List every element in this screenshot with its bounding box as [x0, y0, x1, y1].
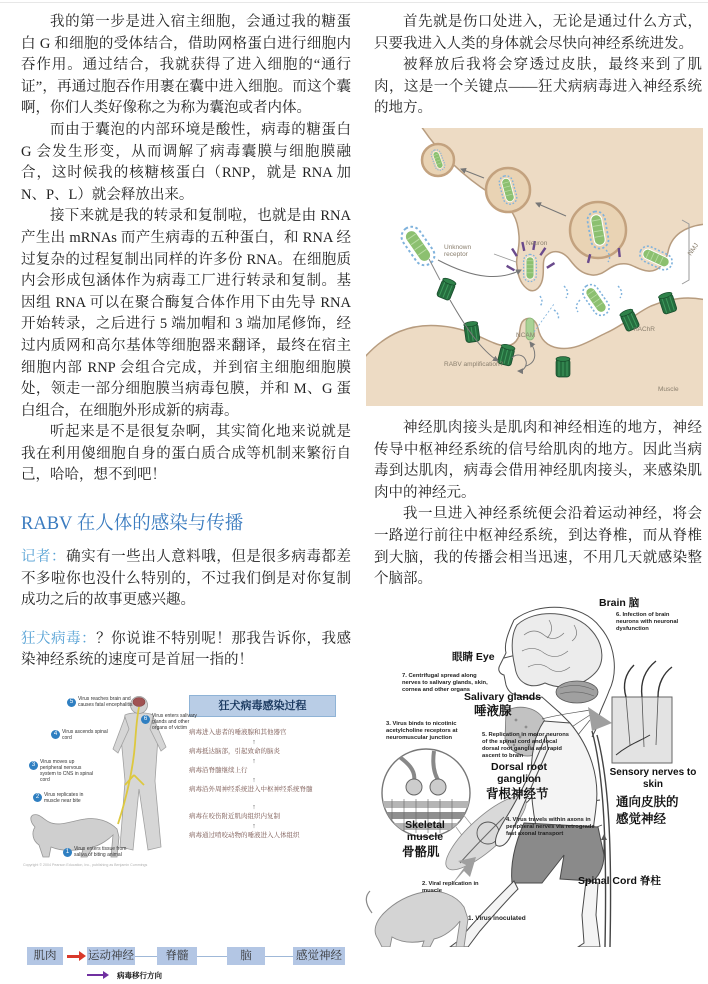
nmj-label: NMJ [686, 242, 701, 258]
arrow-to-skin [588, 707, 612, 731]
paragraph: 首先就是伤口处进入，无论是通过什么方式，只要我进入人类的身体就会尽快向神经系统进发。 [374, 14, 702, 52]
anatomy-step2: 2. Viral replication in muscle [422, 880, 479, 894]
figure-rabies-infection-process [21, 689, 351, 873]
step-badge: 2 [33, 793, 42, 802]
step-badge: 3 [29, 761, 38, 770]
paragraph: 我一旦进入神经系统便会沿着运动神经，将会一路逆行前往中枢神经系统，到达脊椎，而从脊椎到大脑，我的传播会相当迅速，不用几天就感染整个脑部。 [374, 506, 702, 588]
red-arrow-head [79, 951, 86, 961]
anatomy-step6: 6. Infection of brain neurons with neuronal dysfunction [616, 611, 679, 632]
anatomy-step3: 3. Virus binds to nicotinic acetylcholine receptors at neuromuscular junction [386, 720, 458, 741]
up-arrow: ↑ [252, 758, 256, 766]
zh-step: 病毒沿脊髓继续上行 [189, 767, 248, 775]
flow-connector [197, 956, 227, 958]
step-label: Virus moves up peripheral nervous system to CNS in spinal cord [40, 759, 94, 784]
step-label: Virus reaches brain and causes fatal encephalitis [78, 696, 133, 709]
speaker-label: 记者： [21, 549, 67, 566]
unknown-receptor-label: Unknown receptor [444, 243, 472, 259]
flow-box-motor-nerve: 运动神经 [87, 947, 135, 965]
step-label: Virus enters tissue from saliva of biting animal [74, 846, 127, 859]
dialog-virus [21, 629, 351, 672]
flow-legend: 病毒移行方向 [117, 971, 162, 980]
paragraph: 我的第一步是进入宿主细胞，会通过我的糖蛋白 G 和细胞的受体结合，借助网格蛋白进行细胞内吞作用。通过结合，我就获得了进入细胞的“通行证”，再通过胞吞作用裹在囊中进入细胞。而这个囊啊，你们人类好像称之为称为囊泡或者内体。 [21, 14, 351, 117]
step-badge: 6 [141, 715, 150, 724]
infection-flow-bar [15, 941, 355, 983]
flow-connector [135, 956, 157, 958]
flow-connector [265, 956, 293, 958]
flow-box-spinal-cord: 脊髓 [157, 947, 197, 965]
flow-box-muscle: 肌肉 [27, 947, 63, 965]
salivary-glands-label: Salivary glands [464, 690, 542, 703]
figure-copyright: Copyright © 2004 Pearson Education, Inc., publishing as Benjamin Cummings [23, 863, 148, 868]
step-badge: 1 [63, 848, 72, 857]
section-heading: RABV 在人体的感染与传播 [21, 514, 244, 535]
up-arrow: ↑ [252, 777, 256, 785]
neuron-body-art [421, 128, 703, 291]
zh-step: 病毒抵达脑部，引起致命的脑炎 [189, 748, 280, 756]
left-column [21, 12, 351, 873]
salivary-glands-zh-label: 唾液腺 [474, 703, 512, 718]
anatomy-step7: 7. Centrifugal spread along nerves to salivary glands, skin, cornea and other organs [402, 672, 488, 693]
zh-step: 病毒通过啃咬动物的唾液进入人体组织 [189, 832, 300, 840]
top-divider [0, 2, 708, 3]
dialog-text: 确实有一些出人意料哦，但是很多病毒都差不多啦你也没什么特别的，不过我们倒是对你复制成功之后的故事更感兴趣。 [21, 549, 352, 609]
step-badge: 5 [67, 698, 76, 707]
up-arrow: ↑ [252, 739, 256, 747]
dorsal-root-ganglion-label: Dorsal root ganglion [490, 760, 547, 785]
nachr-label: nAChR [634, 325, 655, 333]
paragraph: 接下来就是我的转录和复制啦，也就是由 RNA 产生出 mRNAs 而产生病毒的五种蛋白，和 RNA 经过复杂的过程复制出同样的许多份 RNA。在细胞质内会形成包涵体作为病毒工厂进行转录和复制。基因组 RNA 可以在聚合酶复合体作用下由先导 RNA 开始转录，之后进行 5 端加帽和 3 端加尾修饰，经过内质网和高尔基体等细胞器来翻译，最终在宿主细胞内部 RNP 会组合完成，并到宿主细胞细胞膜处，领走一部分细胞膜当病毒包膜，并和 M、G 蛋白组合，在细胞外形成新的病毒。 [21, 208, 351, 419]
figure-neuromuscular-junction [366, 128, 703, 406]
zh-step: 病毒在咬伤附近肌肉组织内复制 [189, 813, 280, 821]
ncam-label: NCAM [516, 331, 536, 339]
anatomy-step1: 1. Virus inoculated [468, 914, 526, 922]
sensory-nerves-zh-label2: 感觉神经 [616, 811, 667, 826]
skeletal-muscle-label: Skeletal muscle [405, 818, 445, 843]
dialog-reporter [21, 547, 351, 612]
dog-art [375, 891, 468, 947]
infection-figure-title: 狂犬病毒感染过程 [189, 695, 336, 717]
step-badge: 4 [51, 730, 60, 739]
paragraph: 被释放后我将会穿透过皮肤，最终来到了肌肉，这是一个关键点——狂犬病病毒进入神经系统的地方。 [374, 57, 702, 117]
speaker-label: 狂犬病毒： [21, 630, 97, 647]
zh-step: 病毒进入患者的唾液腺和其他器官 [189, 729, 287, 737]
figure-rabies-pathogenesis-anatomy [364, 595, 704, 947]
up-arrow: ↑ [252, 823, 256, 831]
step-label: Virus ascends spinal cord [62, 729, 108, 742]
paragraph: 而由于囊泡的内部环境是酸性，病毒的糖蛋白 G 会发生形变，从而调解了病毒囊膜与细胞膜融合，这时候我的核糖核蛋白（RNP，就是 RNA 加 N、P、L）就会释放出来。 [21, 121, 351, 203]
paragraph: 听起来是不是很复杂啊，其实简化地来说就是我在利用傻细胞自身的蛋白质合成等机制来繁衍自己，哈哈，想不到吧！ [21, 424, 351, 484]
step-label: Virus replicates in muscle near bite [44, 792, 84, 805]
step-label: Virus enters salivary glands and other organs of victim [152, 713, 197, 732]
muscle-label: Muscle [658, 385, 679, 393]
sensory-nerves-label: Sensory nerves to skin [609, 766, 697, 790]
rabv-amplification-label: RABV amplification? [444, 360, 504, 368]
up-arrow: ↑ [252, 804, 256, 812]
anatomy-step4: 4. Virus travels within axons in peripheral nerves via retrograde fast axonal transport [506, 816, 595, 837]
brain-art [512, 613, 602, 686]
flow-box-sensory-nerve: 感觉神经 [293, 947, 345, 965]
zh-step: 病毒沿外周神经系统进入中枢神经系统脊髓 [189, 786, 313, 794]
purple-arrow [87, 974, 103, 976]
neuron-label: Neuron [526, 239, 548, 247]
skeletal-muscle-zh-label: 骨骼肌 [402, 844, 440, 859]
flow-box-brain: 脑 [227, 947, 265, 965]
eye-label: 眼睛 Eye [452, 650, 495, 663]
brain-label: Brain 脑 [599, 596, 640, 609]
spinal-cord-label: Spinal Cord 脊柱 [578, 874, 661, 887]
right-column [374, 12, 702, 947]
dorsal-root-ganglion-zh-label: 背根神经节 [486, 786, 549, 801]
paragraph: 神经肌肉接头是肌肉和神经相连的地方，神经传导中枢神经系统的信号给肌肉的地方。因此当病毒到达肌肉，病毒会借用神经肌肉接头，来感染肌肉中的神经元。 [374, 419, 702, 501]
purple-arrow-head [103, 971, 109, 979]
nmj-figure-art [366, 128, 703, 406]
anatomy-step5: 5. Replication in motor neurons of the spinal cord and local dorsal root ganglia and rapid ascent to brain [482, 731, 569, 759]
dialog-text: ？你说谁不特别呢！那我告诉你，我感染神经系统的速度可是首屈一指的！ [21, 630, 352, 669]
sensory-nerves-zh-label: 通向皮肤的 [616, 794, 679, 809]
